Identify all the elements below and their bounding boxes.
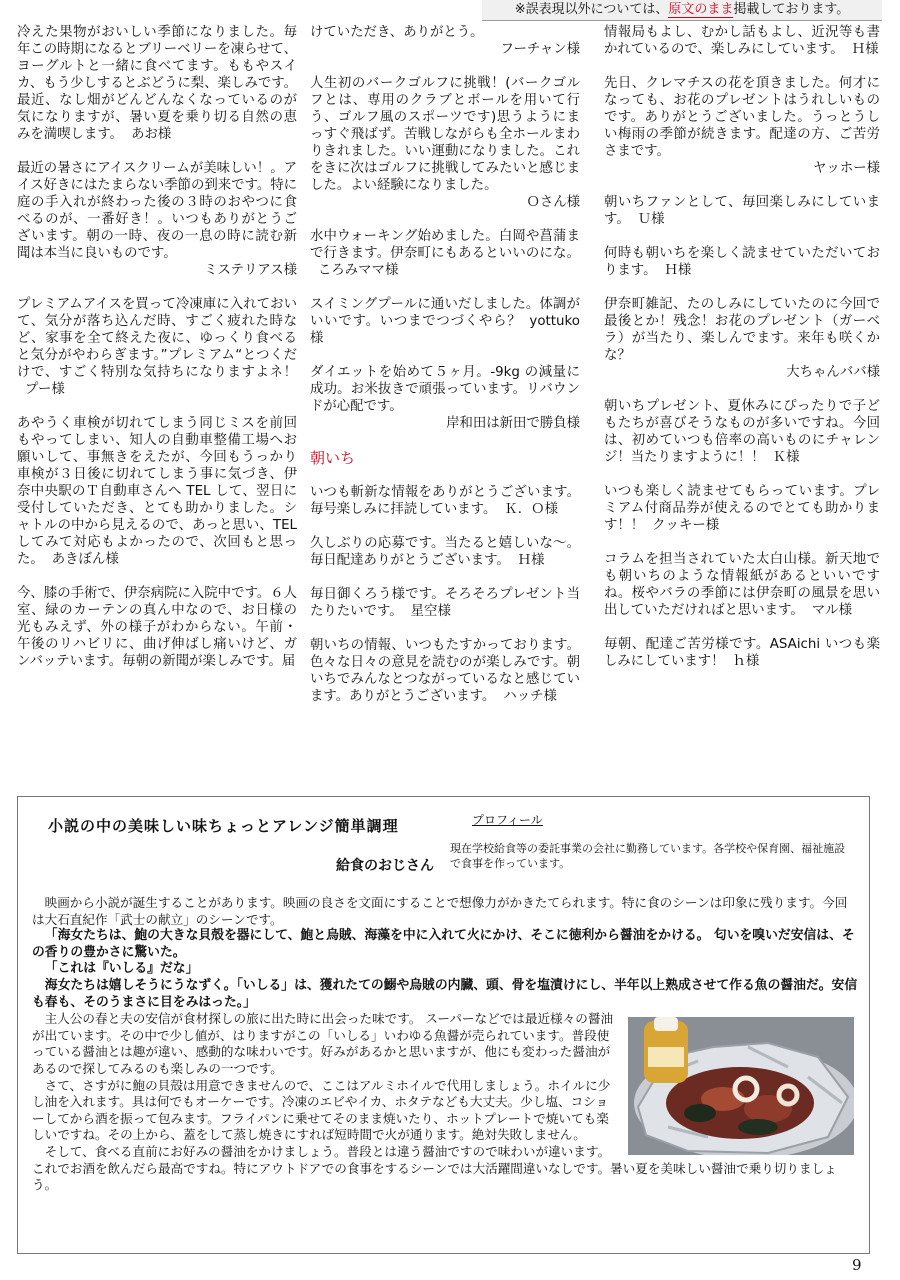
letter-body: 久しぶりの応募です。当たると嬉しいな～。毎日配達ありがとうございます。: [310, 536, 580, 568]
reader-letter: [604, 24, 880, 58]
letter-body: 最近の暑さにアイスクリームが美味しい！。アイス好きにはたまらない季節の到来です。特に庭の手入れが終わった後の３時のおやつに食べるのが、一番好き！。いつもありがとうございます。朝の一時、夜の一息の時に読む新聞は本当に良いものです。: [17, 161, 297, 261]
letter-body: あやうく車検が切れてしまう同じミスを前回もやってしまい、知人の自動車整備工場へお願いして、事無きをえたが、今回もうっかり車検が３日後に切れてしまう事に気づき、伊奈中央駅のＴ自動車さんへ TEL して、翌日に受付していただき、とても助かりました。シャトルの中から見えるので、あっと思い、TEL してみて対応もよかったので、次回もと思った。: [17, 416, 297, 567]
reader-letter: [17, 585, 297, 670]
letter-body: 今、膝の手術で、伊奈病院に入院中です。６人室、緑のカーテンの真ん中なので、お日様の光もみえず、外の様子がわからない。午前・午後のリハビリに、曲げ伸ばし痛いけど、ガンバッテいます。毎朝の新聞が楽しみです。届: [17, 586, 297, 669]
letter-signature: ヤッホー様: [813, 161, 880, 176]
letter-body: ダイエットを始めて５ヶ月。-9kg の減量に成功。お米抜きで頑張っています。リバウンドが心配です。: [310, 365, 580, 414]
reader-letter: [604, 398, 880, 466]
reader-letter: [310, 637, 580, 705]
reader-letter: [604, 245, 880, 279]
reader-letters-column-1: [17, 24, 297, 687]
letter-body: 人生初のバークゴルフに挑戦！(バークゴルフとは、専用のクラブとボールを用いて行う、ゴルフ風のスポーツです)思うようにまっすぐ飛ばず。苦戦しながらも全ホールまわりきれました。いい運動になりました。これをきに次はゴルフに挑戦してみたいと感じました。よい経験になりました。: [310, 76, 580, 193]
reader-letter: [310, 75, 580, 211]
letter-signature: Ｈ様: [517, 553, 545, 568]
letter-body: 朝いちファンとして、毎回楽しみにしています。: [604, 195, 880, 227]
letter-signature: ｈ様: [732, 654, 760, 669]
reader-letter: [310, 484, 580, 518]
letter-signature: フーチャン様: [500, 42, 580, 57]
letter-body: 情報局もよし、むかし話もよし、近況等も書かれているので、楽しみにしています。: [604, 25, 880, 57]
notice-prefix: ※誤表現以外については、: [514, 2, 669, 17]
letter-signature: あきぼん様: [51, 552, 119, 567]
notice-suffix: 掲載しております。: [733, 2, 850, 17]
reader-letter: [310, 535, 580, 569]
asaichi-section-heading: 朝いち: [310, 449, 356, 467]
letter-body: けていただき、ありがとう。: [310, 25, 484, 40]
foil-cooking-photo: [628, 1017, 854, 1155]
asaichi-letters: [310, 484, 580, 705]
reader-letter: [310, 228, 580, 279]
letter-signature: yottuko 様: [310, 314, 580, 346]
letter-signature: Ｕ様: [637, 212, 665, 227]
reader-letter: [604, 296, 880, 381]
letter-body: 水中ウォーキング始めました。白岡や菖蒲まで行きます。伊奈町にもあるといいのにな。: [310, 229, 580, 261]
letter-body: 何時も朝いちを楽しく読ませていただいております。: [604, 246, 880, 278]
letter-body: 毎日御くろう様です。そろそろプレゼント当たりたいです。: [310, 587, 580, 619]
reader-letter: [310, 586, 580, 620]
reader-letter: [604, 75, 880, 177]
reader-letter: [604, 483, 880, 534]
letter-signature: 岸和田は新田で勝負様: [446, 416, 580, 431]
letter-body: 朝いちプレゼント、夏休みにぴったりで子どもたちが喜びそうなものが多いですね。今回は、初めていつも倍率の高いものにチャレンジ！当たりますように！！: [604, 399, 880, 465]
feature-paragraph: 主人公の春と夫の安信が食材探しの旅に出た時に出会った味です。 スーパーなどでは最近様々の醤油が出ています。その中で少し値が、はりますがこの「いしる」いわゆる魚醤が売られています。普段使っている醤油とは趣が違い、感動的な味わいです。好みがあるかと思いますが、他にも変わった醤油があるので探してみるのも楽しみの一つです。: [32, 1011, 614, 1076]
letter-signature: プー様: [25, 382, 65, 397]
reader-letter: [604, 551, 880, 619]
reader-letters-column-2: [310, 24, 580, 722]
letter-body: プレミアムアイスを買って冷凍庫に入れておいて、気分が落ち込んだ時、すごく疲れた時など、家事を全て終えた夜に、ゆっくり食べると気分がやわらぎます。”プレミアム“とつくだけで、すごく特別な気持ちになりますよネ！: [17, 297, 297, 380]
reader-letter: [604, 194, 880, 228]
letter-signature: ハッチ様: [503, 689, 557, 704]
letter-body: 毎朝、配達ご苦労様です。ASAichi いつも楽しみにしています！: [604, 637, 880, 669]
reader-letter: [310, 364, 580, 432]
letter-signature: ころみママ様: [318, 263, 399, 278]
letter-signature: Ｈ様: [851, 42, 879, 57]
feature-paragraphs: [32, 895, 858, 1194]
profile-heading: プロフィール: [472, 813, 543, 827]
letter-signature: Ｋ様: [772, 450, 800, 465]
feature-article: [17, 796, 870, 1254]
profile-text: 現在学校給食等の委託事業の会社に勤務しています。各学校や保育園、福祉施設で食事を作っています。: [450, 842, 846, 870]
letter-signature: あお様: [131, 127, 172, 142]
feature-paragraph: 映画から小説が誕生することがあります。映画の良さを文面にすることで想像力がかきたてられます。特に食のシーンは印象に残ります。今回は大石直紀作「武士の献立」のシーンです。: [32, 895, 848, 927]
letter-signature: Ｈ様: [664, 263, 692, 278]
letter-body: いつも斬新な情報をありがとうございます。毎号楽しみに拝読しています。: [310, 485, 580, 517]
reader-letter: [17, 415, 297, 568]
letter-signature: Ｋ．Ｏ様: [504, 502, 558, 517]
letter-body: 朝いちの情報、いつもたすかっております。色々な日々の意見を読むのが楽しみです。朝いちでみんなとつながっているなと感じています。ありがとうございます。: [310, 638, 580, 704]
letter-body: スイミングプールに通いだしました。体調がいいです。いつまでつづくやら？: [310, 297, 580, 329]
notice-highlight: 原文のまま: [668, 2, 734, 17]
reader-letter: [17, 24, 297, 143]
feature-body: [32, 895, 858, 1194]
letter-signature: マル様: [811, 603, 852, 618]
letter-signature: 大ちゃんババ様: [786, 365, 880, 380]
feature-quote: 「これは『いしる』だな」: [44, 961, 199, 977]
letter-body: 伊奈町雑記、たのしみにしていたのに今回で最後とか！残念！お花のプレゼント（ガーベラ）が当たり、楽しんでます。来年も咲くかな？: [604, 297, 880, 363]
letter-signature: ミステリアス様: [204, 263, 297, 278]
notice-banner: [482, 0, 882, 21]
letter-body: コラムを担当されていた太白山様。新天地でも朝いちのような情報紙があるといいですね。桜やバラの季節には伊奈町の風景を思い出していただければと思います。: [604, 552, 880, 618]
reader-letter: [17, 160, 297, 279]
feature-quote: 「海女たちは、鮑の大きな貝殻を器にして、鮑と烏賊、海藻を中に入れて火にかけ、そこに徳利から醤油をかける。 匂いを嗅いだ安信は、その香りの豊かさに驚いた。: [32, 928, 855, 960]
feature-paragraph: さて、さすがに鮑の貝殻は用意できませんので、ここはアルミホイルで代用しましょう。ホイルに少し油を入れます。具は何でもオーケーです。冷凍のエビやイカ、ホタテなども大丈夫。少し塩、コショーしてから酒を振って包みます。フライパンに乗せてそのまま焼いたり、ホットプレートで焼いても楽しいですね。その上から、蓋をして蒸し焼きにすれば短時間で火が通ります。絶対失敗しません。: [32, 1077, 611, 1143]
reader-letter: [17, 296, 297, 398]
letter-signature: Ｏさん様: [526, 195, 580, 210]
page-number: 9: [852, 1256, 862, 1274]
letter-body: 先日、クレマチスの花を頂きました。何才になっても、お花のプレゼントはうれしいものです。ありがとうございました。うっとうしい梅雨の季節が続きます。配達の方、ご苦労さまです。: [604, 76, 880, 159]
feature-paragraph: そして、食べる直前にお好みの醤油をかけましょう。普段とは違う醤油ですので味わいが違います。これでお酒を飲んだら最高ですね。特にアウトドアでの食事をするシーンでは大活躍間違いなしです。暑い夏を美味しい醤油で乗り切りましょう。: [32, 1143, 837, 1193]
letter-body: いつも楽しく読ませてもらっています。プレミアム付商品券が使えるのでとても助かります！！: [604, 484, 880, 533]
letter-signature: クッキー様: [652, 518, 720, 533]
feature-title: 小説の中の美味しい味ちょっとアレンジ簡単調理: [48, 817, 399, 835]
reader-letter: [604, 636, 880, 670]
reader-letters-column-2-top: [310, 24, 580, 432]
reader-letters-column-3: [604, 24, 880, 687]
reader-letter: [310, 296, 580, 347]
feature-quote: 海女たちは嬉しそうにうなずく。「いしる」は、獲れたての鰯や烏賊の内臓、頭、骨を塩漬けにし、半年以上熟成させて作る魚の醤油だ。安信も春も、そのうまさに目をみはった。」: [32, 977, 858, 1010]
reader-letter: [310, 24, 580, 58]
letter-body: 冷えた果物がおいしい季節になりました。毎年この時期になるとブリーベリーを凍らせて、ヨーグルトと一緒に食べてます。ももやスイカ、もう少しするとぶどうに梨、楽しみです。最近、なし畑がどんどんなくなっているのが気になりますが、暑い夏を乗り切る自然の恵みを満喫します。: [17, 25, 297, 142]
feature-author: 給食のおじさん: [336, 858, 434, 874]
letter-signature: 星空様: [410, 604, 451, 619]
